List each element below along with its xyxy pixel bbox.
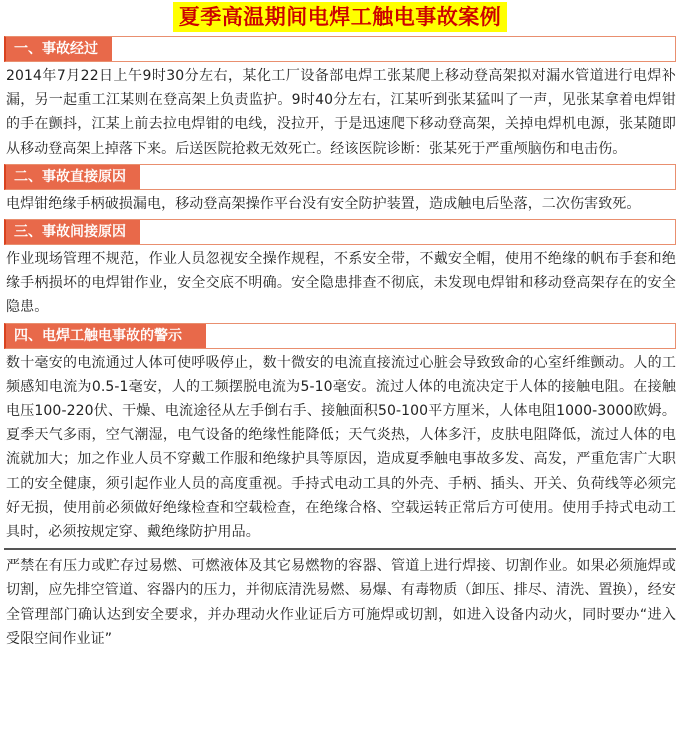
- section-heading-direct-cause: [4, 164, 676, 190]
- section-body-direct-cause: 电焊钳绝缘手柄破损漏电，移动登高架操作平台没有安全防护装置，造成触电后坠落，二次伤害致死。: [6, 195, 641, 212]
- section-heading-label: 四、电焊工触电事故的警示: [6, 324, 206, 348]
- divider: [4, 548, 676, 550]
- section-body-accident-process: 2014年7月22日上午9时30分左右，某化工厂设备部电焊工张某爬上移动登高架拟对漏水管道进行电焊补漏，另一起重工江某则在登高架上负责监护。9时40分左右，江某听到张某猛叫了一声，见张某拿着电焊钳的手在颤抖，江某上前去拉电焊钳的电线，没拉开，于是迅速爬下移动登高架，关掉电焊机电源，张某随即从移动登高架上掉落下来。后送医院抢救无效死亡。经该医院诊断：张某死于严重颅脑伤和电击伤。: [6, 68, 676, 157]
- section-heading-label: 三、事故间接原因: [6, 220, 140, 244]
- title-wrap: [4, 2, 676, 32]
- section-body-warning: 数十毫安的电流通过人体可使呼吸停止，数十微安的电流直接流过心脏会导致致命的心室纤维颤动。人的工频感知电流为0.5-1毫安，人的工频摆脱电流为5-10毫安。流过人体的电流决定于人体的接触电阻。在接触电压100-220伏、干燥、电流途径从左手倒右手、接触面积50-100平方厘米，人体电阻1000-3000欧姆。夏季天气多雨，空气潮湿，电气设备的绝缘性能降低；天气炎热，人体多汗，皮肤电阻降低，流过人体的电流就加大；加之作业人员不穿戴工作服和绝缘护具等原因，造成夏季触电事故多发、高发，严重危害广大职工的安全健康，须引起作业人员的高度重视。手持式电动工具的外壳、手柄、插头、开关、负荷线等必须完好无损，使用前必须做好绝缘检查和空载检查，在绝缘合格、空载运转正常后方可使用。使用手持式电动工具时，必须按规定穿、戴绝缘防护用品。: [6, 354, 676, 541]
- section-heading-indirect-cause: [4, 219, 676, 245]
- section-heading-warning: [4, 323, 676, 349]
- section-heading-label: 一、事故经过: [6, 37, 112, 61]
- section-heading-label: 二、事故直接原因: [6, 165, 140, 189]
- page-title: 夏季高温期间电焊工触电事故案例: [173, 2, 508, 32]
- section-heading-accident-process: [4, 36, 676, 62]
- footer-paragraph: 严禁在有压力或贮存过易燃、可燃液体及其它易燃物的容器、管道上进行焊接、切割作业。如果必须施焊或切割，应先排空管道、容器内的压力，并彻底清洗易燃、易爆、有毒物质（卸压、排尽、清洗、置换），经安全管理部门确认达到安全要求，并办理动火作业证后方可施焊或切割，如进入设备内动火，同时要办“进入受限空间作业证”: [6, 558, 676, 647]
- section-body-indirect-cause: 作业现场管理不规范，作业人员忽视安全操作规程，不系安全带，不戴安全帽，使用不绝缘的帆布手套和绝缘手柄损坏的电焊钳作业，安全交底不明确。安全隐患排查不彻底，未发现电焊钳和移动登高架存在的安全隐患。: [6, 251, 676, 316]
